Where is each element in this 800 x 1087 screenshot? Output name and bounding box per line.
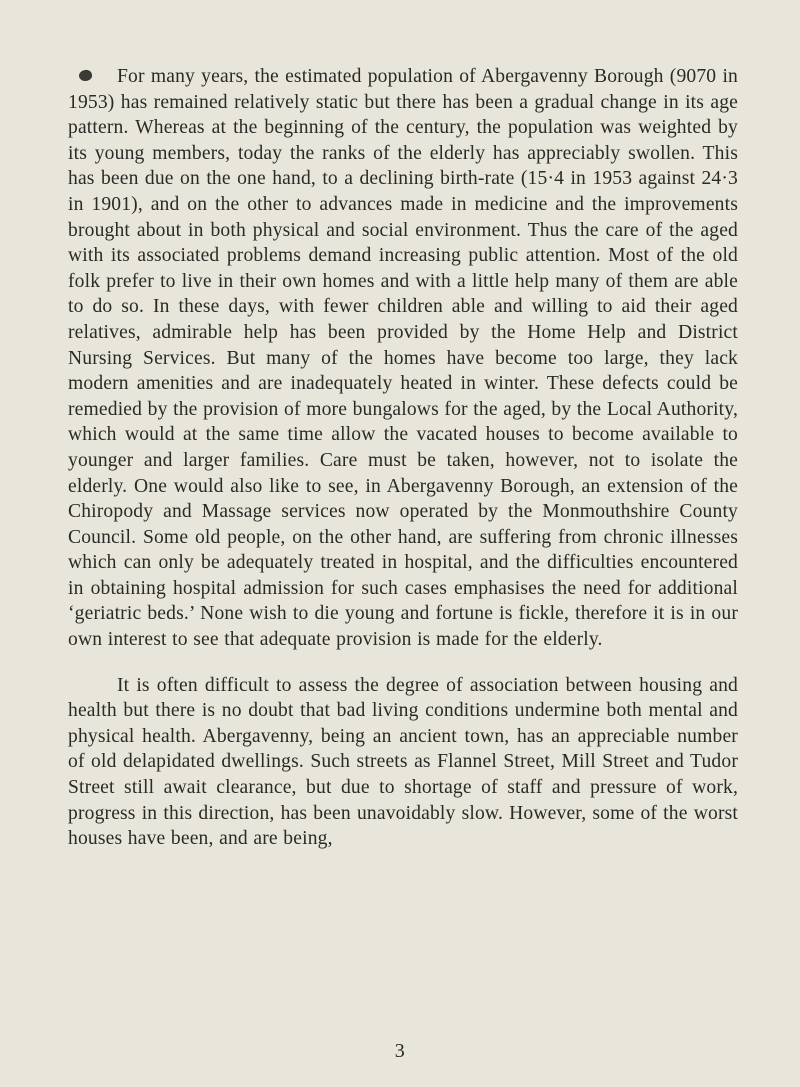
body-text [0,64,800,852]
page-number: 3 [394,1040,406,1062]
paragraph-population-and-elderly-care: For many years, the estimated population of Abergavenny Borough (9070 in 1953) has remained relatively static but there has been a gradual change in its age pattern. Whereas at the beginning of the century, the population was weighted by its young members, today the ranks of the elderly has appreciably swollen. This has been due on the one hand, to a declining birth-rate (15·4 in 1953 against 24·3 in 1901), and on the other to advances made in medicine and the improvements brought about in both physical and social environment. Thus the care of the aged with its associated problems demand increasing public attention. Most of the old folk prefer to live in their own homes and with a little help many of them are able to do so. In these days, with fewer children able and willing to aid their aged relatives, admirable help has been provided by the Home Help and District Nursing Services. But many of the homes have become too large, they lack modern amenities and are inadequately heated in winter. These defects could be remedied by the provision of more bungalows for the aged, by the Local Authority, which would at the same time allow the vacated houses to become available to younger and larger families. Care must be taken, however, not to isolate the elderly. One would also like to see, in Abergavenny Borough, an extension of the Chiropody and Massage services now operated by the Monmouthshire County Council. Some old people, on the other hand, are suffering from chronic illnesses which can only be adequately treated in hospital, and the difficulties encountered in obtaining hospital admission for such cases emphasises the need for additional ‘geriatric beds.’ None wish to die young and fortune is fickle, therefore it is in our own interest to see that adequate provision is made for the elderly. [68,66,738,651]
paragraph-housing-and-health: It is often difficult to assess the degree of association between housing and health but there is no doubt that bad living conditions undermine both mental and physical health. Abergavenny, being an ancient town, has an appreciable number of old delapidated dwellings. Such streets as Flannel Street, Mill Street and Tudor Street still await clearance, but due to shortage of staff and pressure of work, progress in this direction, has been unavoidably slow. However, some of the worst houses have been, and are being, [68,674,738,850]
